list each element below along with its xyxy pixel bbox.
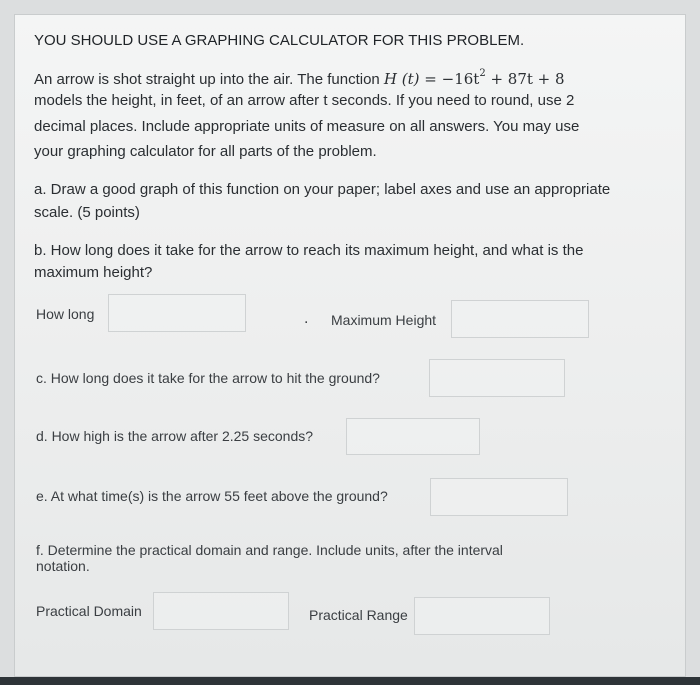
ground-time-answer-box[interactable] <box>429 359 565 397</box>
practical-domain-answer-box[interactable] <box>153 592 289 630</box>
height-at-time-answer-box[interactable] <box>346 418 480 455</box>
practical-range-label: Practical Range <box>309 607 408 623</box>
function-rest: + 87t + 8 <box>485 70 565 88</box>
part-a-line-1: a. Draw a good graph of this function on your paper; label axes and use an appropriate <box>34 181 611 198</box>
separator-dot: . <box>304 310 309 327</box>
practical-domain-label: Practical Domain <box>36 603 142 619</box>
intro-line-4: your graphing calculator for all parts of the problem. <box>34 143 377 160</box>
intro-line-3: decimal places. Include appropriate units of measure on all answers. You may use <box>34 118 580 135</box>
bottom-edge-bar <box>0 677 700 685</box>
function-eq: = −16t <box>419 70 480 88</box>
part-f-line-2: notation. <box>36 558 90 574</box>
how-long-label: How long <box>36 306 95 322</box>
practical-range-answer-box[interactable] <box>414 597 550 635</box>
maximum-height-answer-box[interactable] <box>451 300 589 338</box>
how-long-answer-box[interactable] <box>108 294 246 332</box>
instruction-heading: YOU SHOULD USE A GRAPHING CALCULATOR FOR THIS PROBLEM. <box>34 32 525 49</box>
time-at-height-answer-box[interactable] <box>430 478 568 516</box>
function-formula <box>384 70 565 88</box>
maximum-height-label: Maximum Height <box>331 312 437 328</box>
part-c-question: c. How long does it take for the arrow to hit the ground? <box>36 370 380 386</box>
part-d-question: d. How high is the arrow after 2.25 seconds? <box>36 428 314 444</box>
part-b-line-2: maximum height? <box>34 264 153 281</box>
part-e-question: e. At what time(s) is the arrow 55 feet above the ground? <box>36 488 388 504</box>
part-a-line-2: scale. (5 points) <box>34 204 140 221</box>
function-exponent: 2 <box>479 68 486 79</box>
part-b-line-1: b. How long does it take for the arrow to reach its maximum height, and what is the <box>34 242 584 259</box>
function-lhs: H (t) <box>383 70 420 88</box>
intro-text: An arrow is shot straight up into the air. The function <box>34 71 380 88</box>
intro-line-2: models the height, in feet, of an arrow after t seconds. If you need to round, use 2 <box>34 92 575 109</box>
part-f-line-1: f. Determine the practical domain and range. Include units, after the interval <box>36 542 503 558</box>
